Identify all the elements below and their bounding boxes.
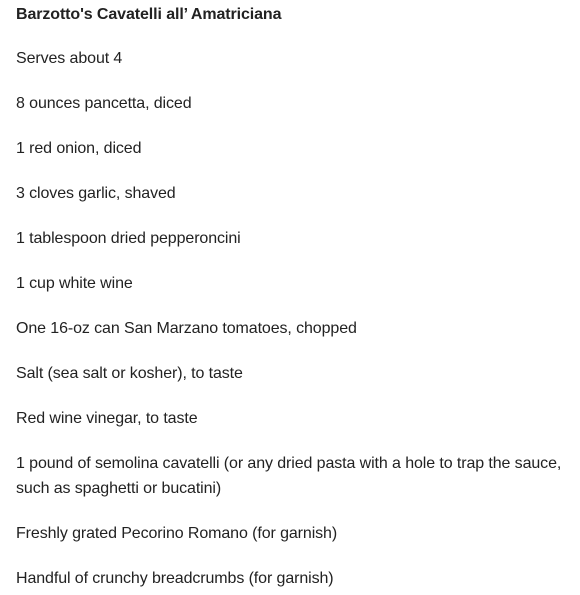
ingredient-line: Salt (sea salt or kosher), to taste: [16, 365, 243, 382]
ingredient-line: One 16-oz can San Marzano tomatoes, chopped: [16, 320, 357, 337]
ingredient-line: 8 ounces pancetta, diced: [16, 95, 192, 112]
ingredient-line: Handful of crunchy breadcrumbs (for garnish): [16, 570, 334, 587]
ingredient-line: 1 red onion, diced: [16, 140, 142, 157]
ingredient-line: Freshly grated Pecorino Romano (for garnish): [16, 525, 338, 542]
ingredient-line: 1 pound of semolina cavatelli (or any dried pasta with a hole to trap the sauce, such as spaghetti or bucatini): [16, 455, 562, 497]
ingredient-line: Red wine vinegar, to taste: [16, 410, 198, 427]
ingredient-line: 3 cloves garlic, shaved: [16, 185, 176, 202]
recipe-title: Barzotto's Cavatelli all’ Amatriciana: [16, 6, 282, 23]
recipe-serves: Serves about 4: [16, 50, 123, 67]
ingredient-line: 1 tablespoon dried pepperoncini: [16, 230, 241, 247]
ingredient-line: 1 cup white wine: [16, 275, 133, 292]
